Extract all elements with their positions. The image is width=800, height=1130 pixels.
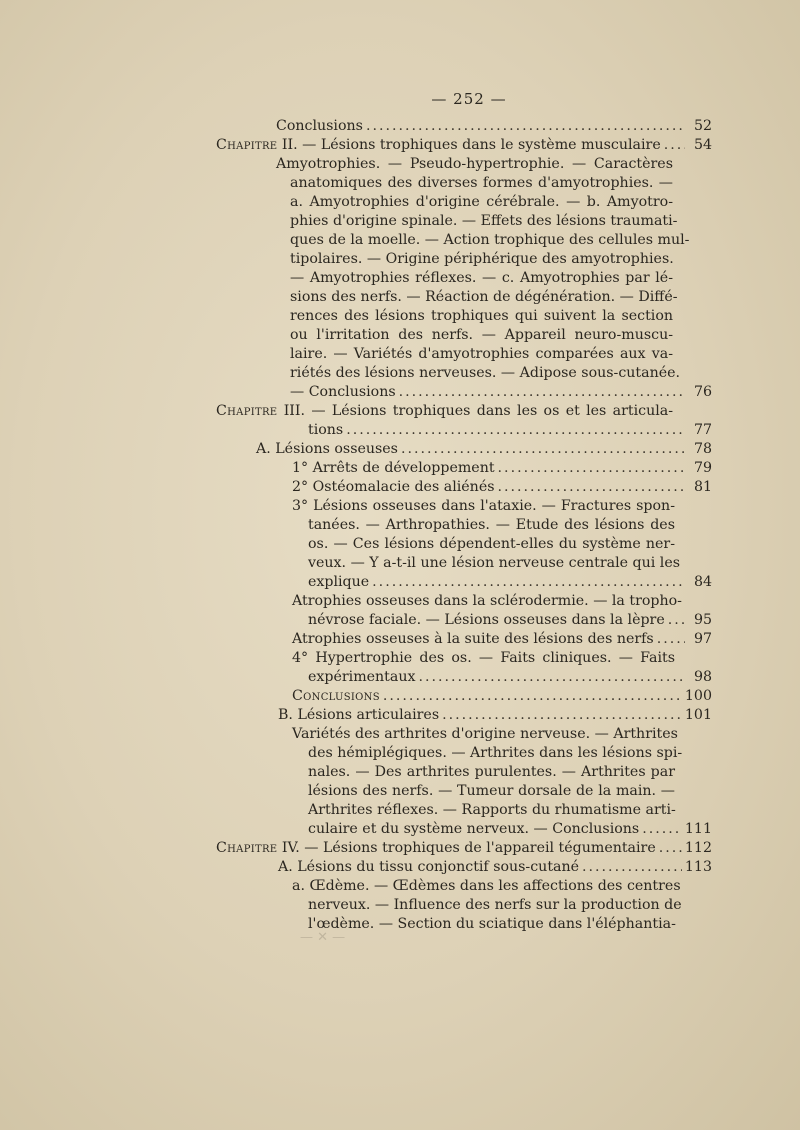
toc-description-line: ques de la moelle. — Action trophique des cellules mul- (290, 232, 690, 248)
toc-entry: 1° Arrêts de développement ..... 79 (292, 459, 712, 478)
toc-chapter-entry: Chapitre IV. — Lésions trophiques de l'appareil tégumentaire ..... 112 (216, 839, 712, 858)
toc-description-line: tanées. — Arthropathies. — Etude des lésions des (308, 517, 675, 533)
toc-entry: A. Lésions osseuses ..... 78 (256, 440, 712, 459)
show-through-bleed: — ✕ — (300, 930, 346, 945)
toc-description-line: riétés des lésions nerveuses. — Adipose sous-cutanée. (290, 365, 681, 381)
toc-description-line: nerveux. — Influence des nerfs sur la production de (308, 897, 682, 913)
toc-description-line: l'œdème. — Section du sciatique dans l'éléphantia- (308, 916, 676, 932)
toc-description-line: a. Œdème. — Œdèmes dans les affections des centres (292, 878, 681, 894)
toc-entry: expérimentaux ..... 98 (308, 668, 712, 687)
toc-description-line: anatomiques des diverses formes d'amyotrophies. — (290, 175, 673, 191)
toc-chapter-entry: Chapitre II. — Lésions trophiques dans le système musculaire ..... 54 (216, 136, 712, 155)
toc-description-line: des hémiplégiques. — Arthrites dans les lésions spi- (308, 745, 683, 761)
toc-entry: tions ..... 77 (308, 421, 712, 440)
toc-entry: — Conclusions ..... 76 (290, 383, 712, 402)
toc-description-line: nales. — Des arthrites purulentes. — Arthrites par (308, 764, 675, 780)
toc-entry: Conclusions ..... 52 (276, 117, 712, 136)
toc-entry: B. Lésions articulaires ..... 101 (278, 706, 712, 725)
toc-description-line: ou l'irritation des nerfs. — Appareil neuro-muscu- (290, 327, 673, 343)
toc-description-line: sions des nerfs. — Réaction de dégénération. — Diffé- (290, 289, 678, 305)
toc-description-line: lésions des nerfs. — Tumeur dorsale de la main. — (308, 783, 675, 799)
toc-description-line: os. — Ces lésions dépendent-elles du système ner- (308, 536, 675, 552)
toc-chapter-line: Chapitre III. — Lésions trophiques dans les os et les articula- (216, 403, 673, 419)
toc-entry: culaire et du système nerveux. — Conclusions ..... 111 (308, 820, 712, 839)
toc-entry: 2° Ostéomalacie des aliénés ..... 81 (292, 478, 712, 497)
toc-description-line: Arthrites réflexes. — Rapports du rhumatisme arti- (308, 802, 676, 818)
toc-description-line: Variétés des arthrites d'origine nerveuse. — Arthrites (292, 726, 678, 742)
toc-description-line: tipolaires. — Origine périphérique des amyotrophies. (290, 251, 674, 267)
page-number: — 252 — (431, 90, 507, 108)
toc-description-line: veux. — Y a-t-il une lésion nerveuse centrale qui les (308, 555, 680, 571)
toc-description-line: laire. — Variétés d'amyotrophies comparées aux va- (290, 346, 673, 362)
toc-entry: A. Lésions du tissu conjonctif sous-cutané ..... 113 (278, 858, 712, 877)
toc-description-line: — Amyotrophies réflexes. — c. Amyotrophies par lé- (290, 270, 673, 286)
toc-description-line: a. Amyotrophies d'origine cérébrale. — b. Amyotro- (290, 194, 673, 210)
toc-description-line: Amyotrophies. — Pseudo-hypertrophie. — Caractères (276, 156, 673, 172)
toc-description-line: Atrophies osseuses dans la sclérodermie. — la tropho- (292, 593, 682, 609)
toc-entry: névrose faciale. — Lésions osseuses dans la lèpre ..... 95 (308, 611, 712, 630)
toc-entry: Atrophies osseuses à la suite des lésions des nerfs ..... 97 (292, 630, 712, 649)
toc-description-line: 3° Lésions osseuses dans l'ataxie. — Fractures spon- (292, 498, 675, 514)
toc-entry: explique ..... 84 (308, 573, 712, 592)
toc-entry: Conclusions ..... 100 (292, 687, 712, 706)
toc-description-line: rences des lésions trophiques qui suivent la section (290, 308, 673, 324)
toc-description-line: phies d'origine spinale. — Effets des lésions traumati- (290, 213, 678, 229)
toc-description-line: 4° Hypertrophie des os. — Faits cliniques. — Faits (292, 650, 675, 666)
